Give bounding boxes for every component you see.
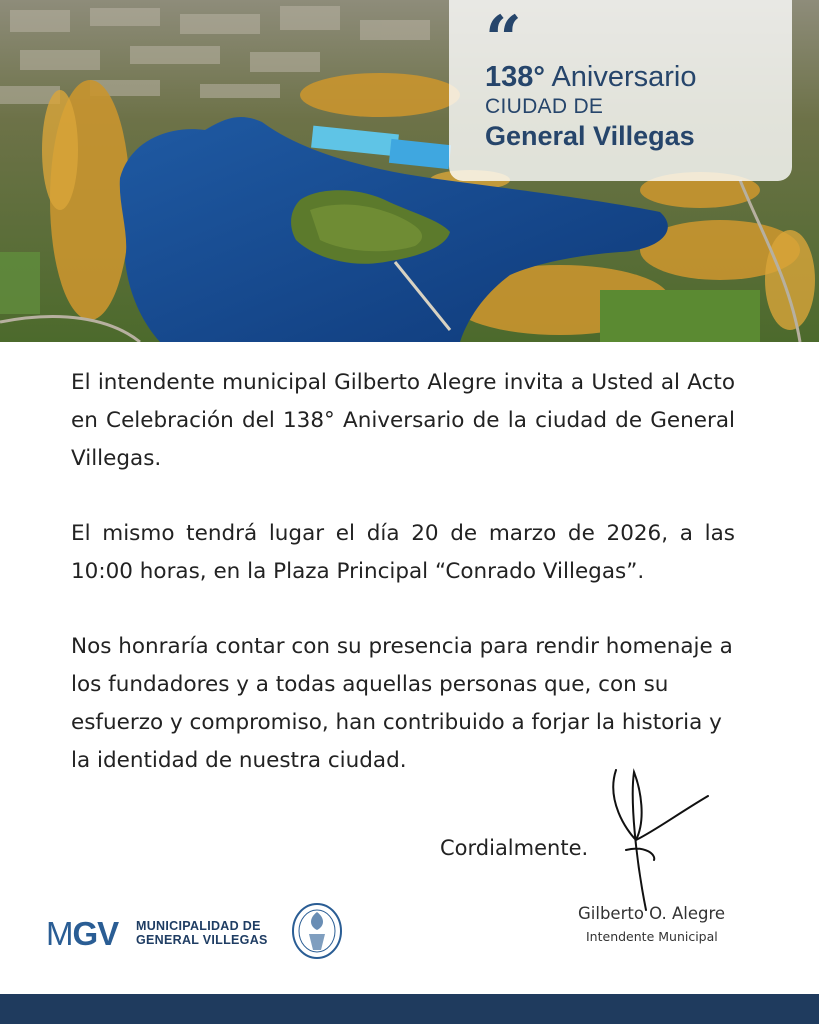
municipality-name [136,919,268,947]
logo-m: M [46,915,73,952]
municipality-line2: GENERAL VILLEGAS [136,933,268,947]
anniversary-title-card [449,0,792,181]
closing-text: Cordialmente. [440,836,589,860]
city-prefix: CIUDAD DE [485,95,604,118]
paragraph-invitation: El intendente municipal Gilberto Alegre invita a Usted al Acto en Celebración del 138° Aniversario de la ciudad de General Villegas. [71,370,735,471]
signer-name: Gilberto O. Alegre [578,904,726,923]
municipal-seal-icon [291,902,343,960]
anniversary-title [485,60,792,94]
footer-bar [0,994,819,1024]
paragraph-date-place: El mismo tendrá lugar el día 20 de marzo de 2026, a las 10:00 horas, en la Plaza Principal “Conrado Villegas”. [71,521,735,584]
quote-icon: “ [485,2,516,77]
logo-gv: GV [72,915,119,952]
paragraph-homage: Nos honraría contar con su presencia para rendir homenaje a los fundadores y a todas aquellas personas que, con su esfuerzo y compromiso, han contribuido a forjar la historia y la identidad de nuestra ciudad. [71,634,733,773]
handwritten-signature [596,760,716,920]
anniversary-number: 138° [485,61,545,93]
city-name: General Villegas [485,121,695,151]
signer-role: Intendente Municipal [586,929,718,944]
municipality-line1: MUNICIPALIDAD DE [136,919,261,933]
anniversary-word: Aniversario [544,61,697,93]
mgv-logo [46,916,118,952]
invitation-body [71,364,735,817]
